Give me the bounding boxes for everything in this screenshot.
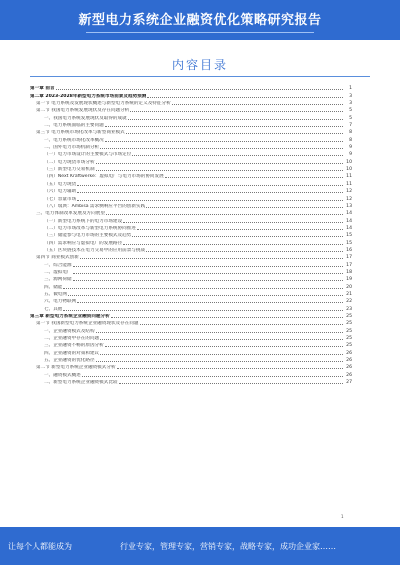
toc-entry-page: 16: [346, 247, 352, 253]
toc-entry-page: 3: [349, 101, 352, 107]
toc-entry[interactable]: [30, 121, 352, 128]
toc-entry-page: 15: [346, 240, 352, 246]
footer-bar: [0, 527, 400, 565]
toc-entry-page: 5: [349, 115, 352, 121]
toc-entry-label: （三）储能参与电力市场的主要模式及趋势: [44, 233, 132, 239]
toc-entry-label: 二、虚拟电厂: [44, 269, 72, 275]
toc-entry-page: 1: [349, 86, 352, 92]
toc-entry-page: 22: [346, 299, 352, 305]
toc-entry[interactable]: [30, 348, 352, 355]
toc-entry[interactable]: [30, 304, 352, 311]
footer-slogan: 让每个人都能成为: [8, 542, 72, 551]
toc-leader-dots: [106, 214, 343, 215]
toc-entry-page: 14: [346, 218, 352, 224]
toc-entry-page: 10: [346, 167, 352, 173]
toc-leader-dots: [63, 288, 343, 289]
toc-entry[interactable]: [30, 246, 352, 253]
toc-entry-page: 11: [346, 181, 352, 187]
toc-entry[interactable]: [30, 378, 352, 385]
toc-leader-dots: [123, 244, 343, 245]
toc-entry-page: 7: [349, 123, 352, 129]
toc-entry-page: 3: [349, 93, 352, 99]
toc-leader-dots: [73, 280, 343, 281]
toc-entry-page: 25: [346, 343, 352, 349]
toc-entry-page: 11: [346, 174, 352, 180]
toc-entry[interactable]: [30, 326, 352, 333]
toc-entry[interactable]: [30, 209, 352, 216]
toc-leader-dots: [96, 361, 343, 362]
toc-entry-label: 二、电力系统面临的主要问题: [44, 123, 104, 129]
toc-entry[interactable]: [30, 238, 352, 245]
toc-entry-page: 8: [349, 130, 352, 136]
toc-entry-label: 第二章 2023-2028年新型电力系统市场前景及趋势预测: [30, 93, 147, 99]
toc-entry-label: 第四节 商业模式创新: [36, 255, 79, 261]
toc-entry-label: （七）容量市场: [44, 196, 77, 202]
toc-entry[interactable]: [30, 224, 352, 231]
toc-leader-dots: [105, 126, 343, 127]
toc-entry-page: 26: [346, 358, 352, 364]
toc-leader-dots: [126, 133, 343, 134]
toc-entry[interactable]: [30, 99, 352, 106]
toc-entry-label: （八）瑞典：Ambisa 需求侧响应平台的创新实践: [44, 203, 146, 209]
toc-leader-dots: [80, 258, 343, 259]
toc-entry-label: 五、微电网: [44, 291, 67, 297]
toc-entry-label: （三）新型电力交易机制: [44, 167, 95, 173]
toc-entry-label: 七、其他: [44, 306, 63, 312]
toc-entry-page: 25: [346, 328, 352, 334]
footer-tagline: 行业专家，管理专家，营销专家，战略专家，成功企业家……: [120, 542, 336, 551]
toc-entry-label: 第二节 新型电力系统企业融资模式分析: [36, 365, 116, 371]
toc-leader-dots: [73, 266, 343, 267]
toc-entry[interactable]: [30, 370, 352, 377]
toc-entry-page: 5: [349, 108, 352, 114]
toc-leader-dots: [77, 185, 343, 186]
toc-entry-label: 三、企业融资不畅的原因分析: [44, 343, 104, 349]
toc-entry[interactable]: [30, 260, 352, 267]
toc-leader-dots: [96, 170, 343, 171]
table-of-contents: [30, 84, 352, 385]
toc-leader-dots: [77, 200, 343, 201]
toc-leader-dots: [165, 177, 343, 178]
toc-leader-dots: [119, 383, 343, 384]
toc-entry-page: 8: [349, 137, 352, 143]
toc-heading: 内容目录: [171, 58, 228, 72]
toc-entry-label: 五、企业融资的优化路径: [44, 358, 95, 364]
toc-entry[interactable]: [30, 143, 352, 150]
toc-entry[interactable]: [30, 165, 352, 172]
toc-leader-dots: [56, 89, 343, 90]
toc-leader-dots: [132, 155, 343, 156]
toc-entry-page: 12: [346, 189, 352, 195]
toc-entry-label: （二）电力现货市场分析: [44, 159, 95, 165]
header-underline: [86, 32, 314, 33]
toc-leader-dots: [82, 376, 343, 377]
toc-entry-page: 9: [349, 145, 352, 151]
toc-entry[interactable]: [30, 106, 352, 113]
toc-entry-page: 17: [346, 255, 352, 261]
toc-entry[interactable]: [30, 297, 352, 304]
toc-entry[interactable]: [30, 157, 352, 164]
toc-entry[interactable]: [30, 113, 352, 120]
toc-entry-label: 第三章 新型电力系统企业融资问题分析: [30, 314, 110, 319]
toc-leader-dots: [100, 339, 343, 340]
page-number: 1: [341, 514, 344, 519]
toc-entry-label: （四）需求响应与虚拟电厂的发展路径: [44, 240, 123, 246]
toc-entry-label: 第二节 我国电力系统发展现状及存在问题分析: [36, 108, 130, 114]
toc-leader-dots: [146, 207, 343, 208]
toc-leader-dots: [128, 119, 343, 120]
toc-entry-label: 一、电力系统市场化改革概况: [44, 137, 104, 143]
toc-entry[interactable]: [30, 363, 352, 370]
toc-entry[interactable]: [30, 290, 352, 297]
toc-entry-page: 27: [346, 380, 352, 386]
toc-leader-dots: [105, 141, 343, 142]
toc-entry[interactable]: [30, 202, 352, 209]
toc-entry-label: 二、国外电力市场机制分析: [44, 145, 100, 151]
toc-leader-dots: [146, 251, 343, 252]
toc-entry[interactable]: [30, 356, 352, 363]
toc-leader-dots: [96, 163, 343, 164]
toc-entry-page: 18: [346, 269, 352, 275]
toc-entry-page: 25: [346, 314, 352, 319]
toc-entry-label: （六）电力辅助: [44, 189, 77, 195]
toc-leader-dots: [77, 302, 343, 303]
toc-entry-label: 第一节 我国新型电力系统企业融资现状及存在问题: [36, 321, 139, 327]
toc-entry[interactable]: [30, 282, 352, 289]
toc-entry-page: 26: [346, 350, 352, 356]
report-title: 新型电力系统企业融资优化策略研究报告: [78, 13, 322, 28]
toc-entry[interactable]: [30, 150, 352, 157]
toc-leader-dots: [100, 354, 343, 355]
toc-entry-label: （五）电力现货: [44, 181, 77, 187]
toc-leader-dots: [123, 222, 343, 223]
toc-entry-page: 9: [349, 152, 352, 158]
toc-entry-label: 四、储能: [44, 284, 63, 290]
toc-entry-label: （一）新型电力系统下的电力市场建设: [44, 218, 123, 224]
toc-entry-page: 14: [346, 211, 352, 217]
toc-entry-label: 第一节 电力系统及发展现状概述与新型电力系统的定义及特征分析: [36, 101, 171, 107]
toc-entry-page: 25: [346, 321, 352, 327]
toc-leader-dots: [63, 310, 343, 311]
toc-entry-page: 20: [346, 284, 352, 290]
toc-leader-dots: [117, 368, 343, 369]
toc-entry-label: （一）电力市场设计的主要模式与市场定位: [44, 152, 132, 158]
toc-entry[interactable]: [30, 253, 352, 260]
toc-leader-dots: [100, 148, 343, 149]
toc-entry-label: 二、企业融资中存在的问题: [44, 336, 100, 342]
toc-entry[interactable]: [30, 128, 352, 135]
toc-entry-label: 四、企业融资的对策和建议: [44, 350, 100, 356]
toc-entry[interactable]: [30, 216, 352, 223]
toc-entry[interactable]: [30, 275, 352, 282]
toc-entry-label: 一、综合能源: [44, 262, 72, 268]
toc-entry[interactable]: [30, 341, 352, 348]
toc-leader-dots: [111, 317, 343, 318]
toc-entry-page: 23: [346, 306, 352, 312]
toc-entry[interactable]: [30, 187, 352, 194]
toc-entry-page: 21: [346, 291, 352, 297]
toc-entry-label: 六、电力物联网: [44, 299, 77, 305]
toc-leader-dots: [105, 346, 343, 347]
toc-leader-dots: [77, 192, 343, 193]
toc-entry[interactable]: [30, 194, 352, 201]
toc-entry-page: 13: [346, 203, 352, 209]
toc-entry-label: （二）电力市场改革与新型电力系统协同推进: [44, 225, 136, 231]
toc-entry[interactable]: [30, 91, 352, 98]
toc-leader-dots: [96, 332, 343, 333]
toc-leader-dots: [140, 324, 343, 325]
toc-entry[interactable]: [30, 319, 352, 326]
toc-entry[interactable]: [30, 312, 352, 319]
toc-entry-page: 26: [346, 372, 352, 378]
report-header-bar: [0, 0, 400, 40]
toc-leader-dots: [132, 236, 343, 237]
toc-entry[interactable]: [30, 334, 352, 341]
toc-entry[interactable]: [30, 268, 352, 275]
toc-entry-label: 一、融资模式概述: [44, 372, 81, 378]
toc-entry-page: 19: [346, 277, 352, 283]
toc-entry-label: （五）区块链技术在电力交易中的应用前景与挑战: [44, 247, 146, 253]
toc-entry-label: 二、新型电力系统企业融资模式比较: [44, 380, 118, 386]
toc-divider: [30, 76, 370, 77]
toc-entry-label: 第三节 电力系统市场化改革与新型商业模式: [36, 130, 125, 136]
toc-leader-dots: [147, 97, 343, 98]
toc-entry-page: 14: [346, 225, 352, 231]
toc-entry[interactable]: [30, 179, 352, 186]
toc-entry-page: 25: [346, 336, 352, 342]
toc-entry-label: 第一章 前言: [30, 86, 55, 92]
toc-entry-page: 10: [346, 159, 352, 165]
toc-leader-dots: [137, 229, 343, 230]
toc-entry[interactable]: [30, 84, 352, 91]
toc-entry-label: 三、电力体制改革发展及方向展望: [36, 211, 105, 217]
toc-entry[interactable]: [30, 231, 352, 238]
toc-leader-dots: [73, 273, 343, 274]
toc-entry-label: 三、源网荷储: [44, 277, 72, 283]
toc-entry-label: 一、我国电力系统发展现状及取得的成就: [44, 115, 127, 121]
toc-leader-dots: [172, 104, 343, 105]
toc-entry[interactable]: [30, 172, 352, 179]
toc-leader-dots: [68, 295, 343, 296]
toc-entry-label: 一、企业融资模式及结构: [44, 328, 95, 334]
toc-entry-page: 15: [346, 233, 352, 239]
toc-entry-page: 12: [346, 196, 352, 202]
toc-entry-label: （四）Next Kraftwerke：虚拟电厂与电力市场的协同发展: [44, 174, 164, 180]
toc-entry-page: 17: [346, 262, 352, 268]
toc-entry[interactable]: [30, 135, 352, 142]
toc-leader-dots: [130, 111, 343, 112]
toc-entry-page: 26: [346, 365, 352, 371]
